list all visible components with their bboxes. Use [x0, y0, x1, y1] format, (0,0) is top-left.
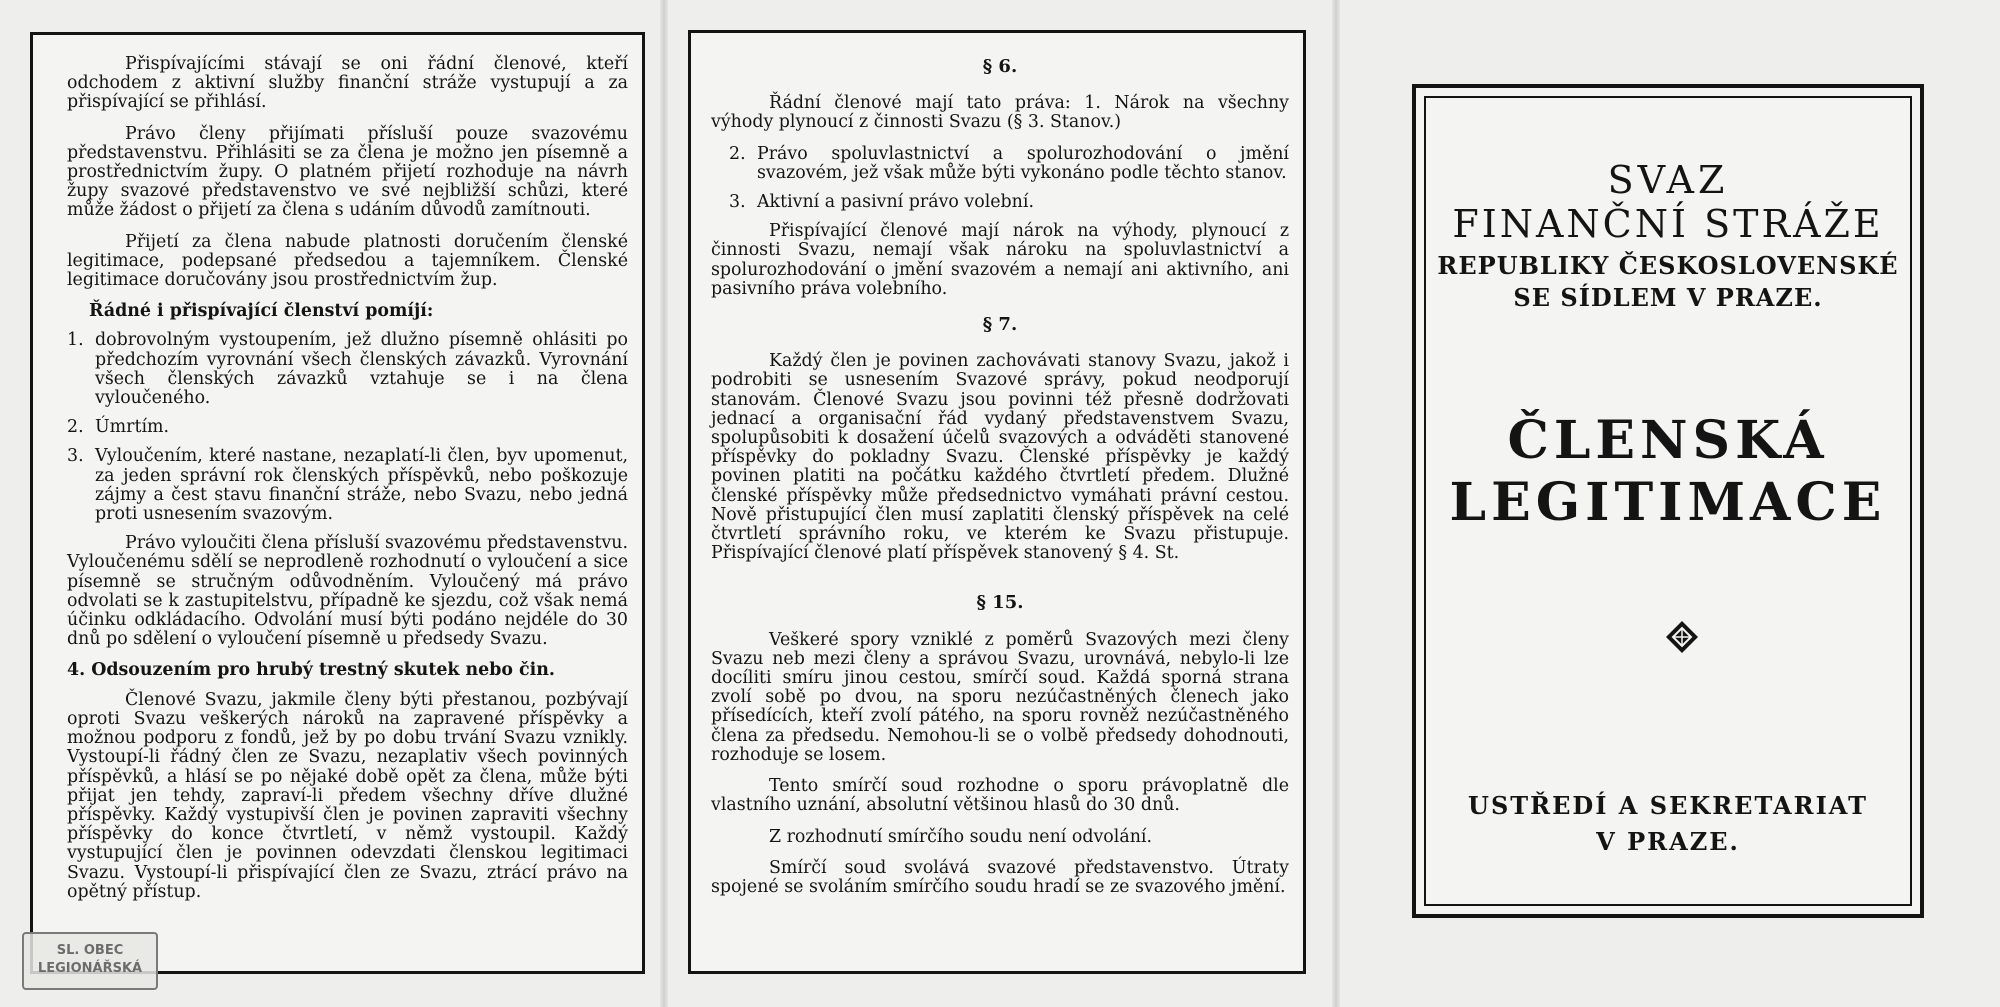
- cover-page: [1412, 84, 1924, 918]
- paragraph-no-appeal: Z rozhodnutí smírčího soudu není odvolání.: [769, 826, 1152, 847]
- org-line-2: FINANČNÍ STRÁŽE: [1452, 202, 1884, 246]
- list-number: 1.: [67, 330, 84, 351]
- title-line-1: ČLENSKÁ: [1507, 410, 1829, 471]
- fold-line-right: [1332, 0, 1340, 1007]
- footer-line-1: USTŘEDÍ A SEKRETARIAT: [1468, 791, 1868, 820]
- paragraph-disputes: Veškeré spory vzniklé z poměrů Svazových mezi členy Svazu neb mezi členy a správou Svazu, urovnává, nebylo-li lze docíliti smíru jinou cestou, smírčí soud. Každá sporná strana zvolí sobě po dvou, na sporu nezúčastněných členech jako přísedících, kteří zvolí pátého, na sporu rovněž nezúčastněného člena za předsedu. Nemohou-li se o volbě předsedy dohodnouti, rozhoduje se losem.: [711, 629, 1289, 765]
- organization-name: [1426, 158, 1910, 314]
- paragraph-member-duties: Každý člen je povinen zachovávati stanovy Svazu, jakož i podrobiti se usnesením Svazové správy, pokud neodporují stanovám. Členové Svazu jsou povinni též přesně dodržovati jednací a organisační řád vydaný představenstvem Svazu, spolupůsobiti k dosažení účelů svazových a odváděti stanovené příspěvky do pokladny Svazu. Členské příspěvky je každý povinen platiti na počátku každého čtvrtletí předem. Dlužné členské příspěvky může předsednictvo vymáhati právní cestou. Nově přistupující člen musí zaplatiti členský příspěvek na celé čtvrtletí správního roku, ve kterém ke Svazu přistupuje. Přispívající členové platí příspěvek stanovený § 4. St.: [711, 351, 1289, 564]
- paragraph-contributing-members: Přispívajícími stávají se oni řádní členové, kteří odchodem z aktivní služby finanční stráže vystupují a za přispívající se přihlásí.: [67, 54, 628, 113]
- list-text: dobrovolným vystoupením, jež dlužno písemně ohlásiti po předchozím vyrovnání všech členských závazků. Vyrovnání všech členských závazků vztahuje se i na člena vyloučeného.: [95, 330, 628, 409]
- rights-list: [711, 145, 1289, 213]
- cover-inner-frame: [1424, 96, 1912, 906]
- stamp-text-line2: LEGIONÁŘSKÁ: [37, 961, 143, 976]
- list-number: 2.: [67, 417, 84, 438]
- list-item-conviction: 4. Odsouzením pro hrubý trestný skutek nebo čin.: [67, 660, 555, 681]
- list-item: [729, 193, 1289, 212]
- list-number: 3.: [67, 446, 84, 467]
- section-heading-7: § 7.: [982, 314, 1018, 336]
- paragraph-contributing-rights: Přispívající členové mají nárok na výhody, plynoucí z činnosti Svazu, nemají však nároku na spoluvlastnictví a spolurozhodování o jmění svazovém a nemají ani aktivního, ani pasivního práva volebního.: [711, 221, 1289, 299]
- membership-end-list: [67, 331, 628, 524]
- list-item: [67, 331, 628, 408]
- subheading-membership-ends: Řádné i přispívající členství pomíjí:: [89, 301, 434, 322]
- headquarters-text: [1426, 788, 1910, 860]
- list-number: 2.: [729, 143, 746, 164]
- fold-line-left: [660, 0, 668, 1007]
- list-number: 3.: [729, 192, 746, 213]
- list-text: Vyloučením, které nastane, nezaplatí-li člen, byv upomenut, za jeden správní rok členských příspěvků, nebo poškozuje zájmy a čest stavu finanční stráže, nebo Svazu, nebo jedná proti usnesením svazovým.: [95, 446, 628, 525]
- paragraph-arbitration: Tento smírčí soud rozhodne o sporu právoplatně dle vlastního uznání, absolutní většinou hlasů do 30 dnů.: [711, 776, 1289, 816]
- list-item: [729, 145, 1289, 183]
- list-item: [67, 418, 628, 437]
- section-heading-6: § 6.: [982, 56, 1018, 77]
- paragraph-former-members: Členové Svazu, jakmile členy býti přestanou, pozbývají oproti Svazu veškerých nároků na zapravené příspěvky a možnou podporu z fondů, jež by po dobu trvání Svazu vznikly. Vystoupí-li řádný člen ze Svazu, nezaplativ všech povinných příspěvků, a hlásí se po nějaké době opět za člena, může býti přijat jen tehdy, zapraví-li předem všechny dříve dlužné příspěvky. Každý vystupivší člen je povinen zapraviti všechny příspěvky do konce čtvrtletí, v němž vystoupil. Každý vystupující člen je povinnen odevzdati členskou legitimaci Svazu. Vystoupí-li přispívající člen ze Svazu, ztrácí právo na opětný přístup.: [67, 689, 628, 902]
- list-text: Úmrtím.: [95, 417, 170, 438]
- paragraph-expulsion: Právo vyloučiti člena přísluší svazovému představenstvu. Vyloučenému sdělí se neprodleně rozhodnutí o vyloučení a sice písemně se stručným odůvodněním. Vyloučený má právo odvolati se k zastupitelstvu, případně ke sjezdu, což však nemá účinku odkládacího. Odvolání musí býti podáno nejdéle do 30 dnů po sdělení o vyloučení písemně u předsedy Svazu.: [67, 533, 628, 650]
- paragraph-member-rights: Řádní členové mají tato práva: 1. Nárok na všechny výhody plynoucí z činnosti Svazu (§ 3. Stanov.): [711, 93, 1289, 133]
- stamp-text-line1: SL. OBEC: [56, 943, 124, 958]
- paragraph-costs: Smírčí soud svolává svazové představenstvo. Útraty spojené se svoláním smírčího soudu hradí se ze svazového jmění.: [711, 857, 1289, 897]
- footer-line-2: V PRAZE.: [1596, 827, 1740, 856]
- diamond-emblem-icon: [1665, 620, 1699, 654]
- list-item: [67, 447, 628, 524]
- list-text: Aktivní a pasivní právo volební.: [757, 192, 1034, 213]
- middle-page: [688, 30, 1306, 974]
- left-page: [30, 32, 645, 974]
- section-heading-15: § 15.: [976, 592, 1024, 614]
- card-title: [1426, 410, 1910, 534]
- archive-stamp: [22, 932, 158, 990]
- title-line-2: LEGITIMACE: [1449, 472, 1887, 533]
- org-line-1: SVAZ: [1607, 158, 1729, 202]
- list-text: Právo spoluvlastnictví a spolurozhodování o jmění svazovém, jež však může býti vykonáno podle těchto stanov.: [757, 143, 1289, 183]
- paragraph-admission: Právo členy přijímati přísluší pouze svazovému představenstvu. Přihlásiti se za člena je možno jen písemně a prostřednictvím župy. O platném přijetí rozhoduje na návrh župy svazové představenstvo ve své nejbližší schůzi, které může žádost o přijetí za člena s udáním důvodů zamítnouti.: [67, 123, 628, 221]
- org-line-3: REPUBLIKY ČESKOSLOVENSKÉ: [1437, 251, 1899, 280]
- paragraph-membership-validity: Přijetí za člena nabude platnosti doručením členské legitimace, podepsané předsedou a tajemníkem. Členské legitimace doručovány jsou prostřednictvím žup.: [67, 231, 628, 291]
- org-line-4: SE SÍDLEM V PRAZE.: [1513, 283, 1823, 312]
